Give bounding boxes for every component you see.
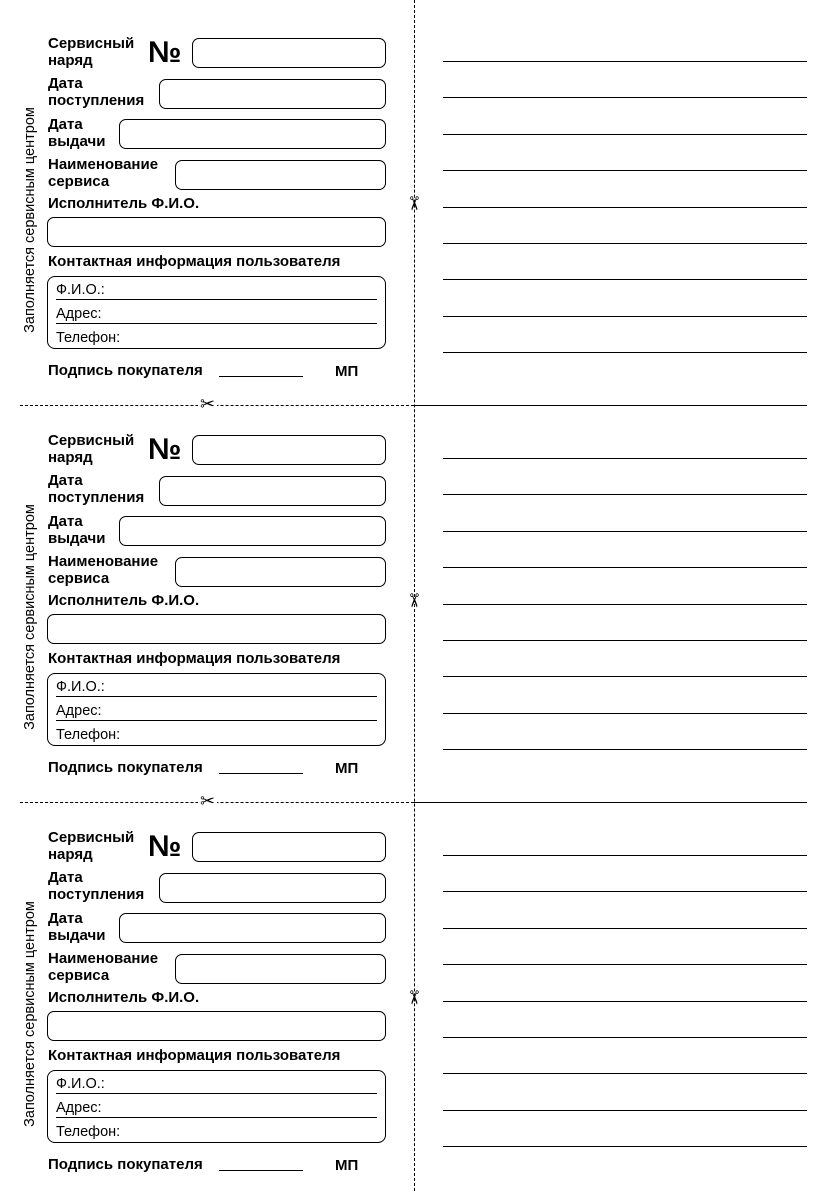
contact-name-line[interactable]: Ф.И.О.: [56,679,377,697]
note-line[interactable] [443,97,807,98]
scissors-icon: ✂ [200,394,216,414]
signature-line[interactable] [219,773,303,774]
note-line[interactable] [443,1001,807,1002]
note-line[interactable] [443,458,807,459]
contact-info-title: Контактная информация пользователя [48,650,341,667]
service-name-label: Наименование сервиса [48,156,159,190]
service-name-field[interactable] [175,160,386,190]
date-issued-label: Дата выдачи [48,116,106,150]
note-line[interactable] [443,855,807,856]
order-number-field[interactable] [192,832,386,862]
service-name-field[interactable] [175,557,386,587]
buyer-signature-label: Подпись покупателя [48,759,203,776]
number-sign: № [148,830,181,863]
date-issued-label: Дата выдачи [48,910,106,944]
contact-info-box [47,1070,386,1143]
signature-line[interactable] [219,376,303,377]
buyer-signature-label: Подпись покупателя [48,362,203,379]
service-order-label: Сервисный наряд [48,35,135,69]
date-received-label: Дата поступления [48,472,145,506]
buyer-signature-label: Подпись покупателя [48,1156,203,1173]
note-line[interactable] [443,243,807,244]
scissors-icon: ✂ [402,592,424,609]
contact-name-line[interactable]: Ф.И.О.: [56,282,377,300]
coupon-section [0,791,839,1191]
note-line[interactable] [443,1110,807,1111]
note-line[interactable] [443,713,807,714]
signature-line[interactable] [219,1170,303,1171]
contact-info-title: Контактная информация пользователя [48,253,341,270]
contact-phone-line[interactable]: Телефон: [56,1124,121,1140]
note-line[interactable] [443,134,807,135]
order-number-field[interactable] [192,435,386,465]
executor-label: Исполнитель Ф.И.О. [48,195,200,212]
date-issued-field[interactable] [119,913,386,943]
note-line[interactable] [443,207,807,208]
contact-address-line[interactable]: Адрес: [56,703,377,721]
scissors-icon: ✂ [402,195,424,212]
note-line[interactable] [443,279,807,280]
executor-field[interactable] [47,217,386,247]
date-received-label: Дата поступления [48,869,145,903]
date-issued-field[interactable] [119,119,386,149]
executor-field[interactable] [47,614,386,644]
date-issued-label: Дата выдачи [48,513,106,547]
stamp-label: МП [335,1157,359,1174]
side-label: Заполняется сервисным центром [22,901,38,1127]
note-line[interactable] [443,567,807,568]
note-line[interactable] [443,61,807,62]
side-label: Заполняется сервисным центром [22,504,38,730]
note-line[interactable] [443,1073,807,1074]
date-issued-field[interactable] [119,516,386,546]
note-line[interactable] [443,676,807,677]
note-line[interactable] [443,170,807,171]
executor-label: Исполнитель Ф.И.О. [48,989,200,1006]
service-name-label: Наименование сервиса [48,950,159,984]
number-sign: № [148,433,181,466]
number-sign: № [148,36,181,69]
note-line[interactable] [443,891,807,892]
note-line[interactable] [443,964,807,965]
date-received-field[interactable] [159,79,386,109]
side-label: Заполняется сервисным центром [22,107,38,333]
service-name-label: Наименование сервиса [48,553,159,587]
executor-label: Исполнитель Ф.И.О. [48,592,200,609]
note-line[interactable] [443,640,807,641]
date-received-field[interactable] [159,873,386,903]
note-line[interactable] [443,1037,807,1038]
contact-info-box [47,276,386,349]
contact-phone-line[interactable]: Телефон: [56,330,121,346]
executor-field[interactable] [47,1011,386,1041]
stamp-label: МП [335,363,359,380]
note-line[interactable] [443,352,807,353]
order-number-field[interactable] [192,38,386,68]
note-line[interactable] [443,1146,807,1147]
service-order-label: Сервисный наряд [48,829,135,863]
note-line[interactable] [443,604,807,605]
note-line[interactable] [443,749,807,750]
date-received-label: Дата поступления [48,75,145,109]
service-name-field[interactable] [175,954,386,984]
contact-info-title: Контактная информация пользователя [48,1047,341,1064]
stamp-label: МП [335,760,359,777]
coupon-section [0,0,839,397]
note-line[interactable] [443,928,807,929]
date-received-field[interactable] [159,476,386,506]
note-line[interactable] [443,494,807,495]
contact-info-box [47,673,386,746]
service-order-label: Сервисный наряд [48,432,135,466]
note-line[interactable] [443,531,807,532]
contact-name-line[interactable]: Ф.И.О.: [56,1076,377,1094]
note-line[interactable] [443,316,807,317]
scissors-icon: ✂ [402,989,424,1006]
scissors-icon: ✂ [200,791,216,811]
contact-phone-line[interactable]: Телефон: [56,727,121,743]
coupon-section [0,394,839,794]
contact-address-line[interactable]: Адрес: [56,306,377,324]
contact-address-line[interactable]: Адрес: [56,1100,377,1118]
